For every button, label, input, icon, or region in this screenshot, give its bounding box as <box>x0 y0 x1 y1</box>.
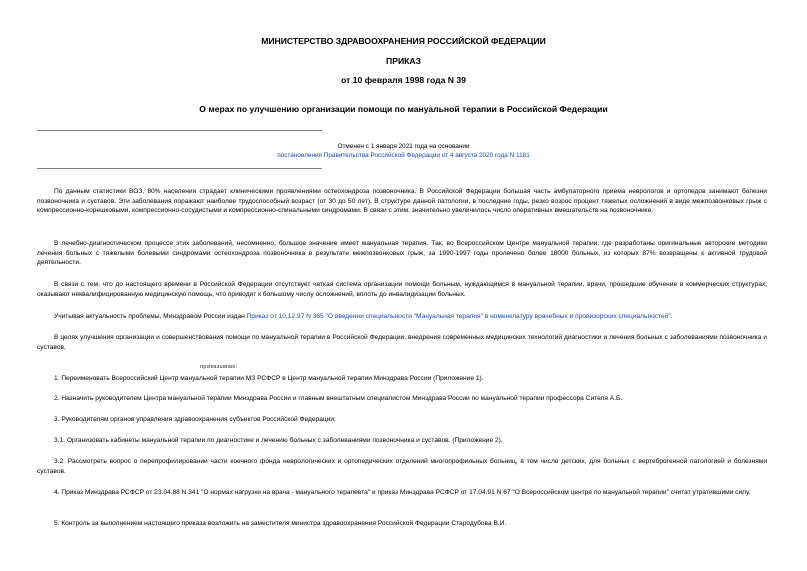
paragraph-3: В связи с тем, что до настоящего времени в Российской Федерации отсутствует четкая система организации помощи больным, нуждающимся в мануальной терапии, врачи, прошедшие обучение в коммерческих структурах, оказывают неквалифицированную медицинскую помощь, что приводит к большому числу осложнений, вплоть до инвалидизации больных. <box>37 281 767 298</box>
item-2: 2. Назначить руководителем Центра мануальной терапии Минздрава России и главным внештатным специалистом Минздрава России по мануальной терапии профессора Сителя А.Б. <box>54 395 623 402</box>
paragraph-4-text: Учитывая актуальность проблемы, Минздравом России издан <box>54 313 247 320</box>
doc-date-number: от 10 февраля 1998 года N 39 <box>341 75 466 85</box>
divider-bottom <box>37 168 322 169</box>
ministry-title: МИНИСТЕРСТВО ЗДРАВООХРАНЕНИЯ РОССИЙСКОЙ ФЕДЕРАЦИИ <box>261 36 546 46</box>
divider-top <box>37 130 322 131</box>
item-1: 1. Переименовать Всероссийский Центр мануальной терапии МЗ РСФСР в Центр мануальной терапии Минздрава России (Приложение 1). <box>54 375 484 382</box>
order-365-link[interactable]: Приказ от 10.12.97 N 365 "О введении специальности "Мануальная терапия" в номенклатуру врачебных и провизорских специальностей" <box>246 313 671 320</box>
paragraph-4 <box>37 312 767 322</box>
paragraph-4-end: . <box>670 313 673 320</box>
doc-subject: О мерах по улучшению организации помощи по мануальной терапии в Российской Федерации <box>199 104 608 114</box>
cancel-note-link[interactable]: постановления Правительства Российской Федерации от 4 августа 2020 года N 1181 <box>277 152 530 159</box>
item-5: 5. Контроль за выполнением настоящего приказа возложить на заместителя министра здравоохранения Российской Федерации Стародубова В.И. <box>54 520 507 527</box>
item-3-1: 3.1. Организовать кабинеты мануальной терапии по диагностике и лечению больных с заболеваниями позвоночника и суставов. (Приложение 2). <box>54 437 503 444</box>
paragraph-1: По данным статистики ВОЗ, 80% населения страдает клиническими проявлениями остеохондроза позвоночника. В Российской Федерации большая часть амбулаторного приема неврологов и ортопедов занимают болезни позвоночника и суставов. Эти заболевания поражают наиболее трудоспособный возраст (от 30 до 50 лет). В структуре данной патологии, в последние годы, резко возрос процент тяжелых осложнений в виде межпозвонковых грыж с компрессионно-корешковыми, компрессионно-сосудистыми и компрессионно-спинальными синдромами. В связи с этим, значительно увеличилось число оперативных вмешательств на позвоночнике. <box>37 188 767 215</box>
paragraph-5: В целях улучшения организации и совершенствования помощи по мануальной терапии в Российской Федерации, внедрения современных медицинских технологий диагностики и лечения больных с заболеваниями позвоночника и суставов, <box>37 334 767 351</box>
cancel-note-text: Отменен с 1 января 2021 года на основании <box>337 143 470 150</box>
doc-type: ПРИКАЗ <box>386 56 421 66</box>
order-stamp: приказываю: <box>200 364 238 370</box>
item-4: 4. Приказ Минздрава РСФСР от 23.04.88 N 341 "О нормах нагрузки на врача - мануального терапевта" и приказ Минздрава РСФСР от 17.04.91 N 67 "О Всероссийском центре по мануальной терапии" считат утратившими силу. <box>54 489 751 496</box>
paragraph-2: В лечебно-диагностическом процессе этих заболеваний, несомненно, большое значение имеет мануальная терапия. Так, во Всероссийском Центре мануальной терапии, где разработаны оригинальные авторские методики лечения больных с тяжелыми болевыми синдромами остеохондроза позвоночника в результате межпозвонковых грыж, за 1990-1997 годы пролечено более 18000 больных, из которых 87% возвращены к активной трудовой деятельности. <box>37 240 767 267</box>
item-3: 3. Руководителям органов управления здравоохранения субъектов Российской Федерации: <box>54 416 336 423</box>
item-3-2: 3.2. Рассмотреть вопрос о перепрофилировании части коечного фонда неврологических и ортопедических отделений многопрофильных больниц, в том числе детских, для больных с вертеброгенной патологией и болезнями суставов. <box>37 458 767 475</box>
cancel-note <box>0 142 807 160</box>
